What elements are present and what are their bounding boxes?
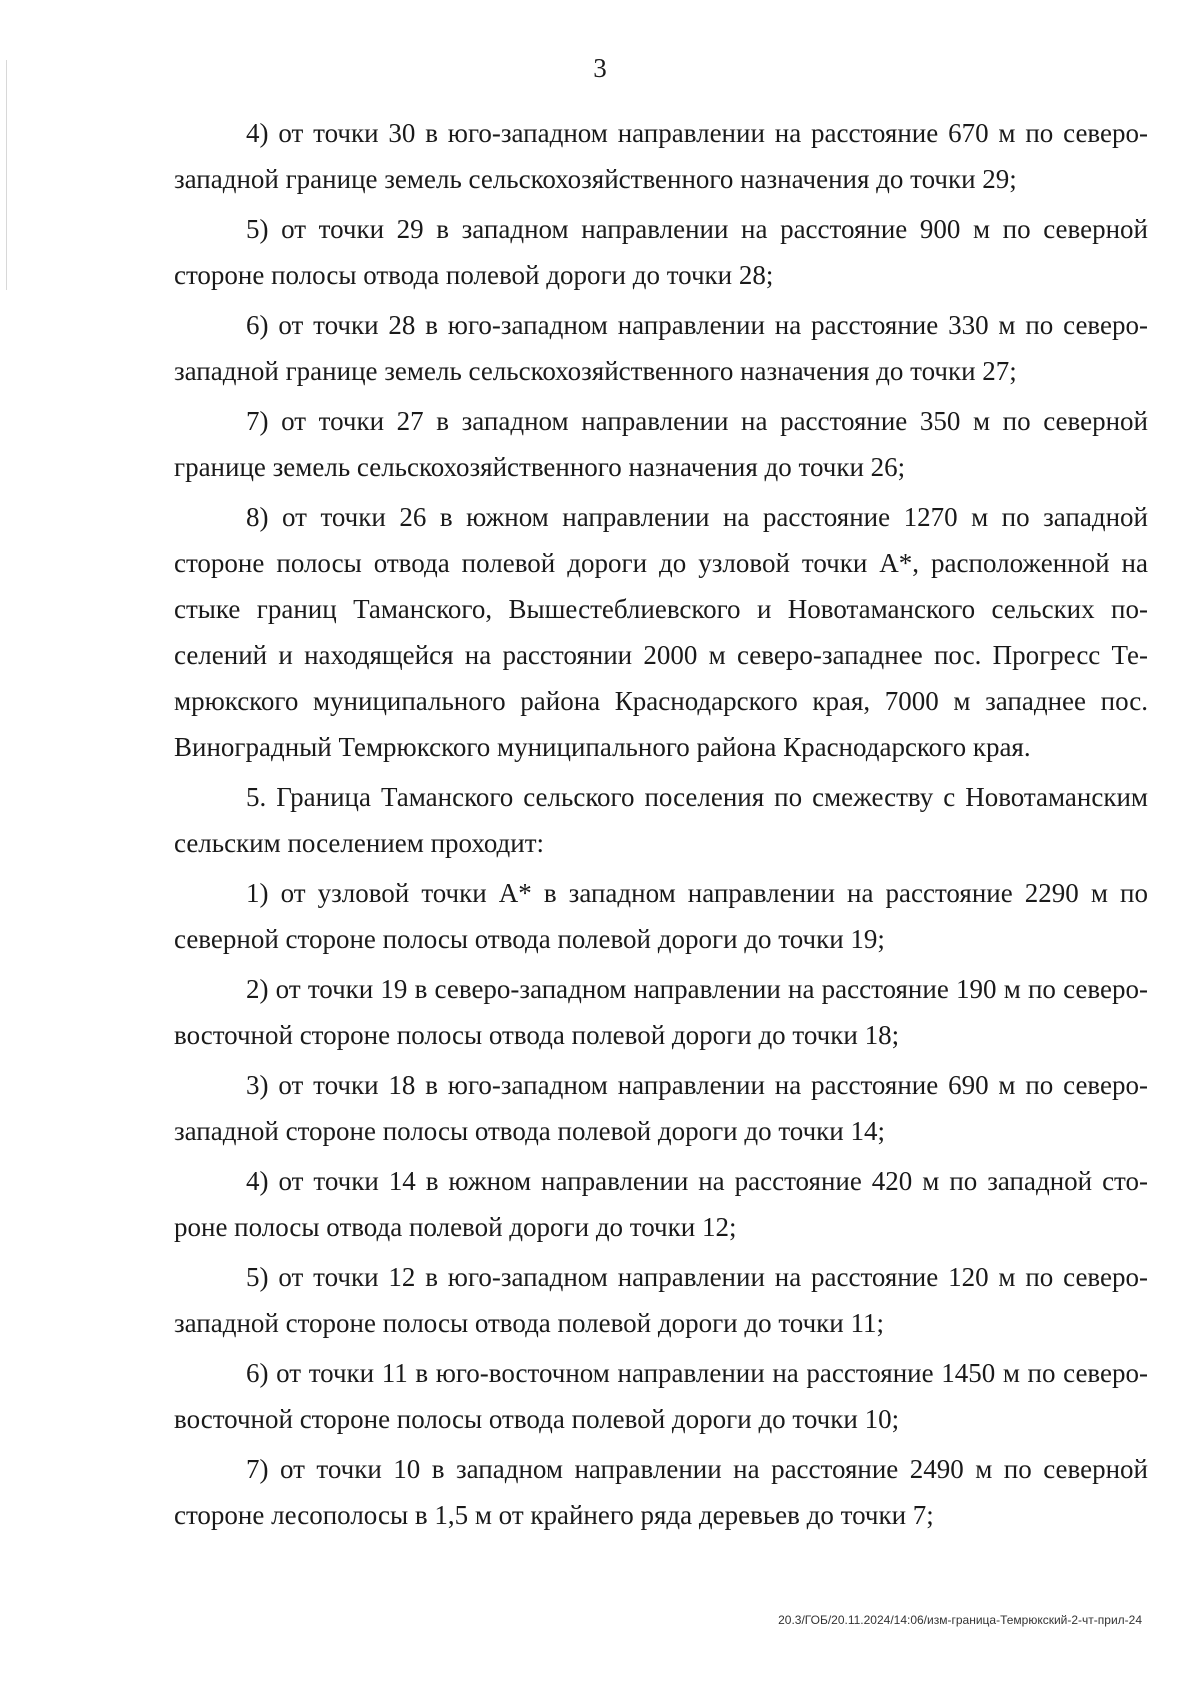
document-footer-code: 20.3/ГОБ/20.11.2024/14:06/изм-граница-Темрюкский-2-чт-прил-24 [778,1613,1142,1627]
paragraph: 4) от точки 30 в юго-западном направлении на расстояние 670 м по северо-западной границе земель сельскохозяйственного назначения до точки 29; [174,118,1148,194]
paragraph: 1) от узловой точки А* в западном направлении на расстояние 2290 м по северной стороне полосы отвода полевой дороги до точки 19; [174,878,1148,954]
page-number: 3 [593,53,607,83]
paragraph: 5) от точки 29 в западном направлении на расстояние 900 м по северной стороне полосы отвода полевой дороги до точки 28; [174,214,1148,290]
paragraph: 5) от точки 12 в юго-западном направлении на расстояние 120 м по северо-западной стороне полосы отвода полевой дороги до точки 11; [174,1262,1148,1338]
paragraph: 3) от точки 18 в юго-западном направлении на расстояние 690 м по северо-западной стороне полосы отвода полевой дороги до точки 14; [174,1070,1148,1146]
paragraph: 7) от точки 27 в западном направлении на расстояние 350 м по северной границе земель сельскохозяйственного назначения до точки 26; [174,406,1148,482]
paragraph: 4) от точки 14 в южном направлении на расстояние 420 м по западной стороне полосы отвода полевой дороги до точки 12; [174,1166,1148,1242]
paragraph: 8) от точки 26 в южном направлении на расстояние 1270 м по западной стороне полосы отвода полевой дороги до узловой точки А*, расположенной на стыке границ Таманского, Вышестеблиевского и Новотаманского сельских поселений и находящейся на расстоянии 2000 м северо-западнее пос. Прогресс Темрюкского муниципального района Краснодарского края, 7000 м западнее пос. Виноградный Темрюкского муниципального района Краснодарского края. [174,502,1148,762]
paragraph: 6) от точки 28 в юго-западном направлении на расстояние 330 м по северо-западной границе земель сельскохозяйственного назначения до точки 27; [174,310,1148,386]
scan-edge-mark [6,60,7,290]
paragraph: 7) от точки 10 в западном направлении на расстояние 2490 м по северной стороне лесополосы в 1,5 м от крайнего ряда деревьев до точки 7; [174,1454,1148,1530]
paragraph: 2) от точки 19 в северо-западном направлении на расстояние 190 м по северо-восточной стороне полосы отвода полевой дороги до точки 18; [174,974,1148,1050]
document-body [174,110,1148,1542]
paragraph: 6) от точки 11 в юго-восточном направлении на расстояние 1450 м по северо-восточной стороне полосы отвода полевой дороги до точки 10; [174,1358,1148,1434]
section-paragraph: 5. Граница Таманского сельского поселения по смежеству с Новотаманским сельским поселением проходит: [174,782,1148,858]
